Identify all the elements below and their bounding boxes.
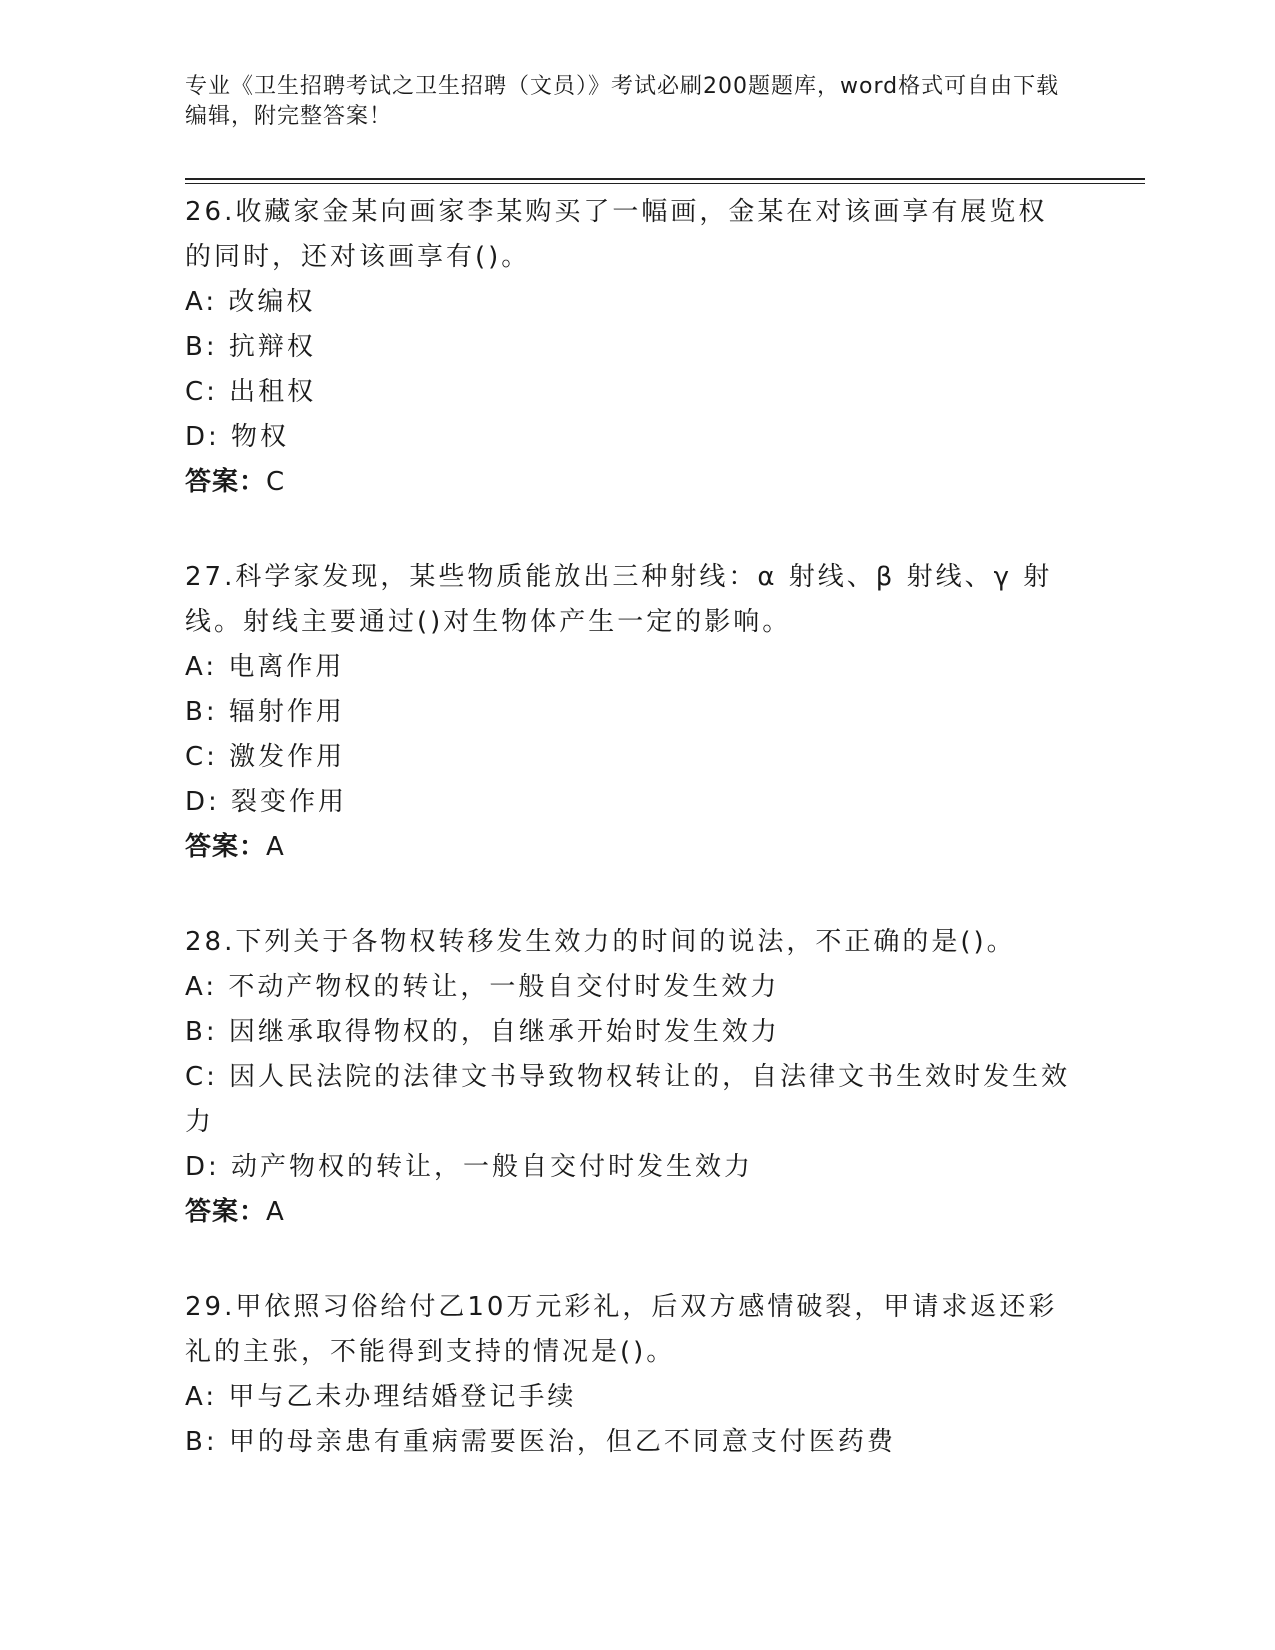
- option-a: A: 甲与乙未办理结婚登记手续: [185, 1382, 577, 1412]
- question-29: [185, 1285, 1075, 1465]
- answer: [185, 1190, 1075, 1235]
- option-b: B: 抗辩权: [185, 332, 316, 362]
- header-divider-thick: [185, 178, 1145, 180]
- option-d: D: 裂变作用: [185, 787, 348, 817]
- answer-value: A: [266, 1197, 285, 1227]
- answer-label: 答案：: [185, 1197, 267, 1227]
- answer-label: 答案：: [185, 832, 267, 862]
- question-27: [185, 555, 1075, 870]
- option-c: C: 激发作用: [185, 742, 346, 772]
- option-a: A: 不动产物权的转让，一般自交付时发生效力: [185, 972, 780, 1002]
- header-divider-thin: [185, 183, 1145, 184]
- answer-value: C: [266, 467, 286, 497]
- answer-label: 答案：: [185, 467, 267, 497]
- answer: [185, 825, 1075, 870]
- question-stem: 28.下列关于各物权转移发生效力的时间的说法，不正确的是()。: [185, 927, 1016, 957]
- option-b: B: 辐射作用: [185, 697, 345, 727]
- question-stem: 27.科学家发现，某些物质能放出三种射线：α 射线、β 射线、γ 射线。射线主要通过()对生物体产生一定的影响。: [185, 562, 1053, 637]
- answer-value: A: [266, 832, 285, 862]
- question-26: [185, 190, 1075, 505]
- option-b: B: 甲的母亲患有重病需要医治，但乙不同意支付医药费: [185, 1427, 896, 1457]
- document-header: 专业《卫生招聘考试之卫生招聘（文员）》考试必刷200题题库，word格式可自由下载编辑，附完整答案！: [185, 74, 1060, 129]
- option-a: A: 改编权: [185, 287, 316, 317]
- option-c: C: 出租权: [185, 377, 317, 407]
- option-c: C: 因人民法院的法律文书导致物权转让的，自法律文书生效时发生效力: [185, 1062, 1071, 1137]
- question-list: [185, 190, 1075, 1515]
- option-a: A: 电离作用: [185, 652, 345, 682]
- option-b: B: 因继承取得物权的，自继承开始时发生效力: [185, 1017, 780, 1047]
- question-28: [185, 920, 1075, 1235]
- answer: [185, 460, 1075, 505]
- option-d: D: 动产物权的转让，一般自交付时发生效力: [185, 1152, 754, 1182]
- question-stem: 29.甲依照习俗给付乙10万元彩礼，后双方感情破裂，甲请求返还彩礼的主张，不能得到支持的情况是()。: [185, 1292, 1058, 1367]
- option-d: D: 物权: [185, 422, 290, 452]
- question-stem: 26.收藏家金某向画家李某购买了一幅画，金某在对该画享有展览权的同时，还对该画享有()。: [185, 197, 1048, 272]
